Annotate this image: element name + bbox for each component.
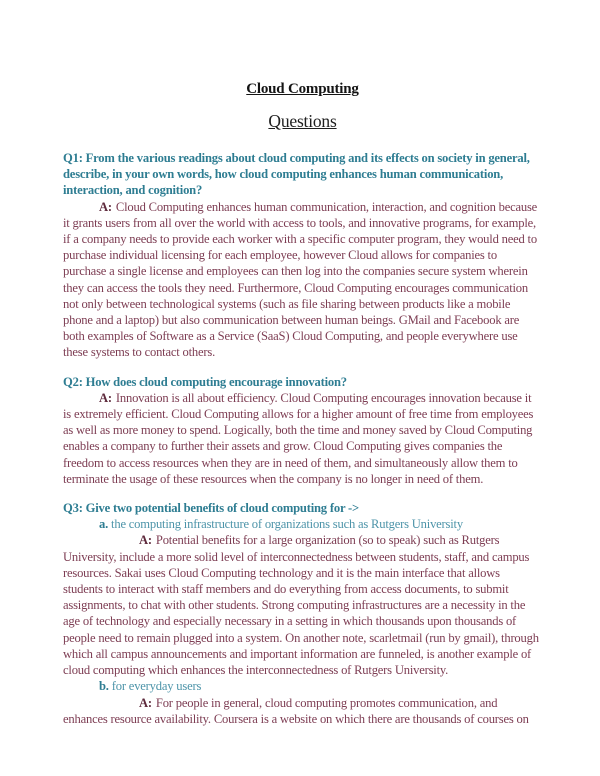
answer-paragraph-q3a [63, 532, 542, 678]
answer-paragraph-q3b [63, 695, 542, 727]
qa-section-q2 [63, 374, 542, 487]
answer-text: For people in general, cloud computing promotes communication, and enhances resource availability. Coursera is a website on which there are thousands of courses on [63, 695, 529, 726]
question-heading-q1: Q1: From the various readings about cloud computing and its effects on society in general, describe, in your own words, how cloud computing enhances human communication, interaction, and cognition? [63, 151, 530, 198]
subitem-b [99, 678, 542, 694]
answer-text: Potential benefits for a large organization (so to speak) such as Rutgers University, include a more solid level of interconnectedness between students, staff, and campus resources. Sakai uses Cloud Computing technology and it is the main interface that allows students to interact with staff members and do everything from access documents, to submit assignments, to chat with other students. Strong computing infrastructures are a necessity in the age of technology and especially necessary in a setting in which thousands upon thousands of people need to remain plugged into a system. On another note, scarletmail (run by gmail), through which all campus announcements and important information are funneled, is another example of cloud computing which enhances the interconnectedness of Rutgers University. [63, 533, 539, 678]
qa-section-q1 [63, 150, 542, 361]
answer-paragraph-q1 [63, 199, 542, 361]
answer-label: A: [99, 199, 112, 214]
answer-label: A: [139, 533, 152, 548]
subitem-b-text: for everyday users [111, 679, 202, 694]
answer-label: A: [139, 695, 152, 710]
subitem-b-label: b. [99, 679, 109, 694]
answer-text: Cloud Computing enhances human communication, interaction, and cognition because it grants users from all over the world with access to tools, and innovative programs, for example, if a company needs to provide each worker with a specific computer program, they would need to purchase individual licensing for each employee, however Cloud allows for companies to purchase a single license and employees can then log into the companies secure system wherein they can access the tools they need. Furthermore, Cloud Computing encourages communication not only between technological systems (such as file sharing between products like a mobile phone and a laptop) but also communication between human beings. GMail and Facebook are both examples of Software as a Service (SaaS) Cloud Computing, and people everywhere use these systems to contact others. [63, 199, 538, 360]
qa-section-q3 [63, 500, 542, 727]
document-title: Cloud Computing [246, 81, 359, 97]
question-heading-q2: Q2: How does cloud computing encourage innovation? [63, 374, 347, 389]
subitem-a [99, 516, 542, 532]
subitem-a-text: the computing infrastructure of organizations such as Rutgers University [111, 517, 463, 532]
answer-text: Innovation is all about efficiency. Cloud Computing encourages innovation because it is extremely efficient. Cloud Computing allows for a higher amount of free time from employees as well as more money to spend. Logically, both the time and money saved by Cloud Computing enables a company to further their assets and grow. Cloud Computing gives companies the freedom to access resources when they are in need of them, and simultaneously allow them to terminate the usage of these resources when the company is no longer in need of them. [63, 390, 534, 486]
document-subtitle: Questions [268, 111, 337, 131]
subitem-a-label: a. [99, 517, 109, 532]
question-heading-q3: Q3: Give two potential benefits of cloud computing for -> [63, 501, 360, 516]
answer-paragraph-q2 [63, 390, 542, 487]
answer-label: A: [99, 390, 112, 405]
